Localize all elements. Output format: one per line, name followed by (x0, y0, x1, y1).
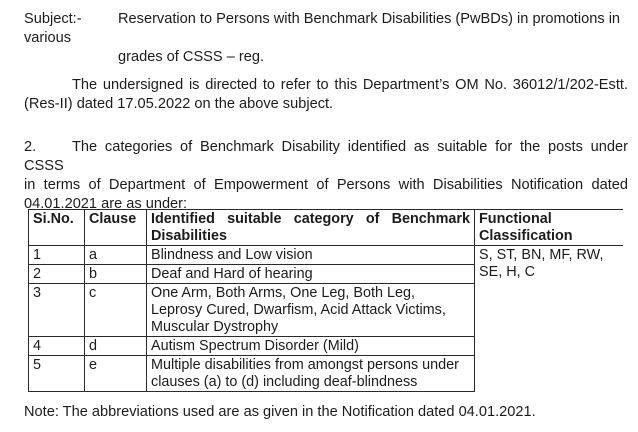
cell-clause: c (85, 284, 147, 337)
header-clause: Clause (85, 210, 147, 246)
header-sino: Si.No. (29, 210, 85, 246)
cell-clause: a (85, 246, 147, 265)
paragraph-1: The undersigned is directed to refer to this Department’s OM No. 36012/1/202-Estt.(Res-II) dated 17.05.2022 on the above subject. (24, 77, 628, 112)
cell-category: Autism Spectrum Disorder (Mild) (147, 337, 475, 356)
paragraph-2-line-3: 04.01.2021 are as under: (24, 196, 188, 212)
table-header-row (29, 210, 623, 246)
subject-line-1 (24, 10, 628, 48)
paragraph-2-text-1: The categories of Benchmark Disability identified as suitable for the posts under CSSS (24, 139, 628, 174)
cell-category: Deaf and Hard of hearing (147, 265, 475, 284)
table-row (29, 246, 623, 265)
header-functional: Functional Classification (475, 210, 623, 246)
paragraph-2-line-2: in terms of Department of Empowerment of Persons with Disabilities Notification dated (24, 177, 628, 193)
subject-text-1: Reservation to Persons with Benchmark Disabilities (PwBDs) in promotions in various (24, 11, 621, 46)
cell-category: Multiple disabilities from amongst persons under clauses (a) to (d) including deaf-blindness (147, 356, 475, 392)
disability-categories-table (28, 209, 623, 392)
cell-category: One Arm, Both Arms, One Leg, Both Leg, Leprosy Cured, Dwarfism, Acid Attack Victims, Muscular Dystrophy (147, 284, 475, 337)
subject-block (24, 10, 628, 67)
cell-sino: 3 (29, 284, 85, 337)
cell-sino: 5 (29, 356, 85, 392)
cell-sino: 2 (29, 265, 85, 284)
subject-line-2: grades of CSSS – reg. (118, 49, 265, 65)
cell-category: Blindness and Low vision (147, 246, 475, 265)
cell-clause: e (85, 356, 147, 392)
paragraph-2-line-1 (24, 138, 628, 176)
cell-sino: 4 (29, 337, 85, 356)
cell-sino: 1 (29, 246, 85, 265)
cell-clause: d (85, 337, 147, 356)
subject-label: Subject:- (24, 11, 82, 27)
paragraph-number: 2. (24, 139, 37, 155)
paragraph-2 (24, 138, 628, 214)
header-category: Identified suitable category of Benchmark Disabilities (147, 210, 475, 246)
cell-clause: b (85, 265, 147, 284)
cell-functional-classification: S, ST, BN, MF, RW, SE, H, C (475, 246, 623, 392)
footnote: Note: The abbreviations used are as given in the Notification dated 04.01.2021. (24, 404, 536, 420)
